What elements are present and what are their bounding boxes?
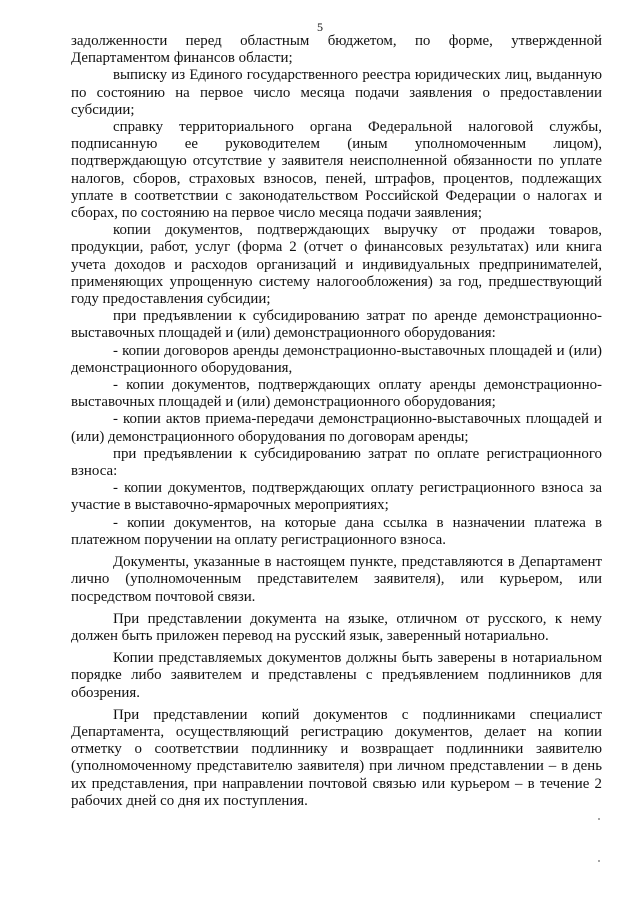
paragraph: - копии документов, подтверждающих оплату регистрационного взноса за участие в выставочно-ярмарочных мероприятиях; — [71, 480, 602, 514]
paragraph: задолженности перед областным бюджетом, по форме, утвержденной Департаментом финансов области; — [71, 33, 602, 67]
paragraph: выписку из Единого государственного реестра юридических лиц, выданную по состоянию на первое число месяца подачи заявления о предоставлении субсидии; — [71, 67, 602, 118]
paragraph: Копии представляемых документов должны быть заверены в нотариальном порядке либо заявителем и представлены с предъявлением подлинников для обозрения. — [71, 650, 602, 701]
paragraph: - копии актов приема-передачи демонстрационно-выставочных площадей и (или) демонстрационного оборудования по договорам аренды; — [71, 411, 602, 445]
paragraph: - копии договоров аренды демонстрационно-выставочных площадей и (или) демонстрационного оборудования, — [71, 342, 602, 376]
scan-speck — [598, 818, 600, 820]
paragraph: при предъявлении к субсидированию затрат по аренде демонстрационно-выставочных площадей и (или) демонстрационного оборудования: — [71, 308, 602, 342]
document-body — [71, 33, 602, 810]
scan-speck — [598, 860, 600, 862]
paragraph: справку территориального органа Федеральной налоговой службы, подписанную ее руководителем (иным уполномоченным лицом), подтверждающую отсутствие у заявителя неисполненной обязанности по уплате налогов, сборов, страховых взносов, пеней, штрафов, процентов, подлежащих уплате в соответствии с законодательством Российской Федерации о налогах и сборах, по состоянию на первое число месяца подачи заявления; — [71, 119, 602, 222]
paragraph: При представлении документа на языке, отличном от русского, к нему должен быть приложен перевод на русский язык, заверенный нотариально. — [71, 610, 602, 644]
paragraph: Документы, указанные в настоящем пункте, представляются в Департамент лично (уполномоченным представителем заявителя), или курьером, или посредством почтовой связи. — [71, 554, 602, 605]
paragraph: при предъявлении к субсидированию затрат по оплате регистрационного взноса: — [71, 445, 602, 480]
paragraph: копии документов, подтверждающих выручку от продажи товаров, продукции, работ, услуг (форма 2 (отчет о финансовых результатах) или книга учета доходов и расходов организаций и индивидуальных предпринимателей, применяющих упрощенную систему налогообложения) за год, предшествующий году предоставления субсидии; — [71, 222, 602, 308]
paragraph: - копии документов, на которые дана ссылка в назначении платежа в платежном поручении на оплату регистрационного взноса. — [71, 514, 602, 548]
paragraph: - копии документов, подтверждающих оплату аренды демонстрационно-выставочных площадей и (или) демонстрационного оборудования; — [71, 377, 602, 411]
paragraph: При представлении копий документов с подлинниками специалист Департамента, осуществляющий регистрацию документов, делает на копии отметку о соответствии подлиннику и возвращает подлинники заявителю (уполномоченному представителю заявителя) при личном представлении – в день их представления, при направлении почтовой связью или курьером – в течение 2 рабочих дней со дня их поступления. — [71, 706, 602, 809]
page-number: 5 — [317, 20, 323, 34]
